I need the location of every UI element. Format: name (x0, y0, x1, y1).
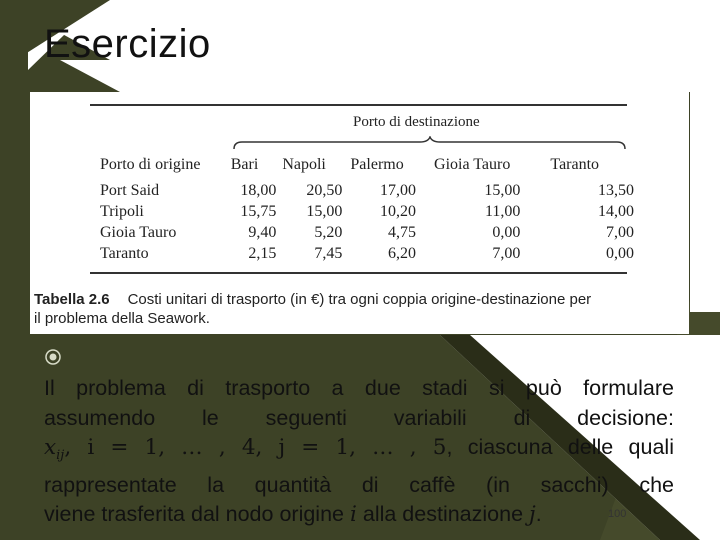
table-cell: 7,00 (492, 244, 521, 262)
body-line-1: Il problema di trasporto a due stadi si può formulare (44, 376, 674, 400)
column-header: Porto di origine (100, 156, 201, 173)
table-cell: 5,20 (314, 223, 343, 241)
body-line-5-mid: alla destinazione (362, 502, 524, 526)
column-header: Bari (230, 156, 259, 173)
table-cell: 6,20 (388, 244, 417, 262)
body-line-5-end: . (535, 502, 542, 526)
column-header: Napoli (282, 156, 326, 173)
group-header: Porto di destinazione (353, 114, 480, 130)
table-row (100, 243, 660, 264)
body-line-2: assumendo le seguenti variabili di decisione: (44, 405, 674, 430)
table-cell: 14,00 (598, 202, 634, 220)
body-paragraph (44, 374, 674, 530)
table-cell: Taranto (100, 244, 149, 262)
table-row (100, 201, 660, 222)
variable-x: x (44, 435, 57, 460)
table-bottom-rule (90, 272, 627, 274)
table-cell: 10,20 (380, 202, 417, 220)
table-cell: 13,50 (598, 181, 634, 199)
table-cell: 15,75 (240, 202, 277, 220)
body-line-5 (44, 500, 674, 530)
caption-text-line2: il problema della Seawork. (34, 310, 210, 327)
variable-j: j (529, 502, 536, 527)
index-ranges: , i = 1, … , 4, j = 1, … , 5 (64, 435, 447, 460)
body-line-5-text: viene trasferita dal nodo origine (44, 502, 344, 526)
table-row (100, 222, 660, 243)
table-cell: 0,00 (492, 223, 521, 241)
table-cell: 7,45 (314, 244, 343, 262)
body-line-3-text: , ciascuna delle quali (446, 435, 674, 459)
table-figure (30, 92, 689, 334)
table-top-rule (90, 104, 627, 106)
table-cell: 15,00 (306, 202, 343, 220)
table-cell: 4,75 (388, 223, 417, 241)
circled-dot-icon (44, 348, 62, 366)
cost-table (100, 150, 660, 264)
table-cell: Port Said (100, 181, 160, 199)
table-caption (34, 290, 694, 328)
variable-i: i (349, 502, 357, 527)
table-row (100, 180, 660, 201)
transport-cost-table (90, 102, 660, 280)
page-number: 100 (608, 508, 627, 520)
column-header: Taranto (550, 156, 600, 173)
table-cell: 17,00 (380, 181, 417, 199)
table-cell: 2,15 (248, 244, 277, 262)
table-cell: 18,00 (240, 181, 277, 199)
table-cell: 15,00 (484, 181, 521, 199)
slide-title: Esercizio (44, 22, 211, 66)
caption-label: Tabella 2.6 (34, 291, 110, 308)
variable-subscript: ij (56, 448, 65, 463)
column-header: Palermo (350, 156, 404, 173)
body-line-3 (44, 433, 674, 471)
table-cell: 0,00 (606, 244, 634, 262)
table-cell: 11,00 (485, 202, 521, 220)
table-cell: 7,00 (606, 223, 634, 241)
body-line-4: rappresentate la quantità di caffè (in sacchi) che (44, 472, 674, 497)
header-brace (232, 136, 627, 150)
table-cell: Tripoli (100, 202, 144, 220)
column-header: Gioia Tauro (434, 156, 511, 173)
table-cell: 20,50 (306, 181, 343, 199)
table-header-row (100, 150, 660, 180)
table-cell: Gioia Tauro (100, 223, 177, 241)
table-cell: 9,40 (248, 223, 277, 241)
caption-text-line1: Costi unitari di trasporto (in €) tra ogni coppia origine-destinazione per (127, 291, 592, 308)
